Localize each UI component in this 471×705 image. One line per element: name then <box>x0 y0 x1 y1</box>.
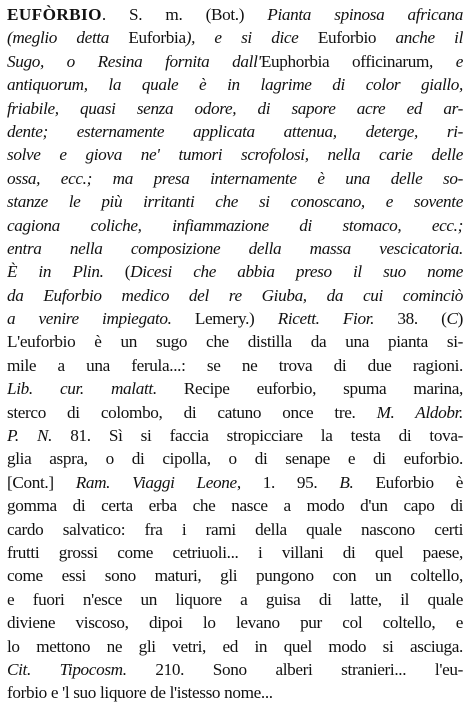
roman-text: Euforbio è <box>375 472 463 492</box>
italic-text: , e <box>429 51 463 71</box>
text-line <box>7 658 463 681</box>
text-line <box>7 354 463 377</box>
italic-text: Sugo, o Resina fornita dall' <box>7 51 261 71</box>
text-line <box>7 681 463 704</box>
roman-text: [Cont.] <box>7 472 76 492</box>
italic-text: solve e giova ne' tumori scrofolosi, nella carie delle <box>7 145 463 165</box>
roman-text: , 1. 95. <box>236 472 340 492</box>
roman-text: come essi sono maturi, gli pungono con un coltello, <box>7 566 463 586</box>
text-line <box>7 518 463 541</box>
roman-text: glia aspra, o di cipolla, o di senape e di euforbio. <box>7 449 463 469</box>
roman-text: mile a una ferula...: se ne trova di due ragioni. <box>7 355 463 375</box>
italic-text: stanze le più irritanti che si conoscano, e sovente <box>7 192 463 212</box>
italic-text: (meglio detta <box>7 28 129 48</box>
roman-text: Euforbia <box>128 28 186 48</box>
headword: EUFÒRBIO <box>7 5 102 24</box>
italic-text: cagiona coliche, infiammazione di stomaco, ecc.; <box>7 215 463 235</box>
text-line <box>7 50 463 73</box>
text-line <box>7 377 463 400</box>
italic-text: Ram. Viaggi Leone <box>75 472 237 492</box>
text-line <box>7 635 463 658</box>
roman-text: lo mettono ne gli vetri, ed in quel modo si asciuga. <box>7 636 463 656</box>
roman-text: ) <box>457 309 463 329</box>
italic-text: È in Plin. <box>7 262 125 282</box>
roman-text: Euforbio <box>317 28 396 48</box>
text-line <box>7 447 463 470</box>
text-line <box>7 97 463 120</box>
roman-text: ( <box>124 262 131 282</box>
italic-text: Ricett. Fior. <box>277 309 398 329</box>
roman-text: gomma di certa erba che nasce a modo d'un capo di <box>7 496 463 516</box>
text-line <box>7 167 463 190</box>
text-line <box>7 284 463 307</box>
roman-text: 38. ( <box>397 309 447 329</box>
italic-text: Lib. cur. malatt. <box>7 379 184 399</box>
roman-text: sterco di colombo, di catuno once tre. <box>7 402 377 422</box>
italic-text: B. <box>339 472 376 492</box>
italic-text: C <box>446 309 458 329</box>
roman-text: Lemery.) <box>194 309 278 329</box>
text-line <box>7 588 463 611</box>
roman-text: e fuori n'esce un liquore a guisa di latte, il quale <box>7 589 463 609</box>
italic-text: a venire impiegato. <box>7 309 195 329</box>
italic-text: da Euforbio medico del re Giuba, da cui cominciò <box>7 285 463 305</box>
text-line <box>7 3 463 26</box>
text-line <box>7 611 463 634</box>
text-line <box>7 214 463 237</box>
roman-text: Recipe euforbio, spuma marina, <box>183 379 463 399</box>
roman-text: L'euforbio è un sugo che distilla da una pianta si- <box>7 332 463 352</box>
text-line <box>7 143 463 166</box>
text-line <box>7 307 463 330</box>
text-line <box>7 401 463 424</box>
italic-text: P. N. <box>7 426 71 446</box>
text-line <box>7 73 463 96</box>
italic-text: friabile, quasi senza odore, di sapore acre ed ar- <box>7 98 463 118</box>
italic-text: Pianta spinosa africana <box>267 5 463 24</box>
italic-text: ), e si dice <box>185 28 318 48</box>
text-line <box>7 237 463 260</box>
text-line <box>7 471 463 494</box>
text-line <box>7 260 463 283</box>
text-line <box>7 26 463 49</box>
roman-text: 81. Sì si faccia stropicciare la testa di tova- <box>70 426 463 446</box>
text-line <box>7 120 463 143</box>
roman-text: cardo salvatico: fra i rami della quale nascono certi <box>7 519 463 539</box>
text-line <box>7 564 463 587</box>
italic-text: M. Aldobr. <box>376 402 463 422</box>
text-line <box>7 330 463 353</box>
dictionary-entry-euforbio <box>7 3 463 705</box>
italic-text: entra nella composizione della massa vescicatoria. <box>7 238 463 258</box>
roman-text: Euphorbia officinarum <box>260 51 430 71</box>
text-line <box>7 494 463 517</box>
italic-text: anche il <box>395 28 463 48</box>
italic-text: Dicesi che abbia preso il suo nome <box>130 262 463 282</box>
roman-text: 210. Sono alberi stranieri... l'eu- <box>155 659 463 679</box>
roman-text: . S. m. (Bot.) <box>101 5 268 24</box>
italic-text: antiquorum, la quale è in lagrime di color giallo, <box>7 75 463 95</box>
roman-text: diviene viscoso, dipoi lo levano pur col coltello, e <box>7 613 463 633</box>
italic-text: dente; esternamente applicata attenua, deterge, ri- <box>7 121 463 141</box>
italic-text: ossa, ecc.; ma presa internamente è una delle so- <box>7 168 463 188</box>
roman-text: frutti grossi come cetriuoli... i villani di quel paese, <box>7 542 463 562</box>
text-line <box>7 541 463 564</box>
roman-text: forbio e 'l suo liquore de l'istesso nome... <box>7 683 273 703</box>
text-line <box>7 424 463 447</box>
italic-text: Cit. Tipocosm. <box>7 659 156 679</box>
text-line <box>7 190 463 213</box>
